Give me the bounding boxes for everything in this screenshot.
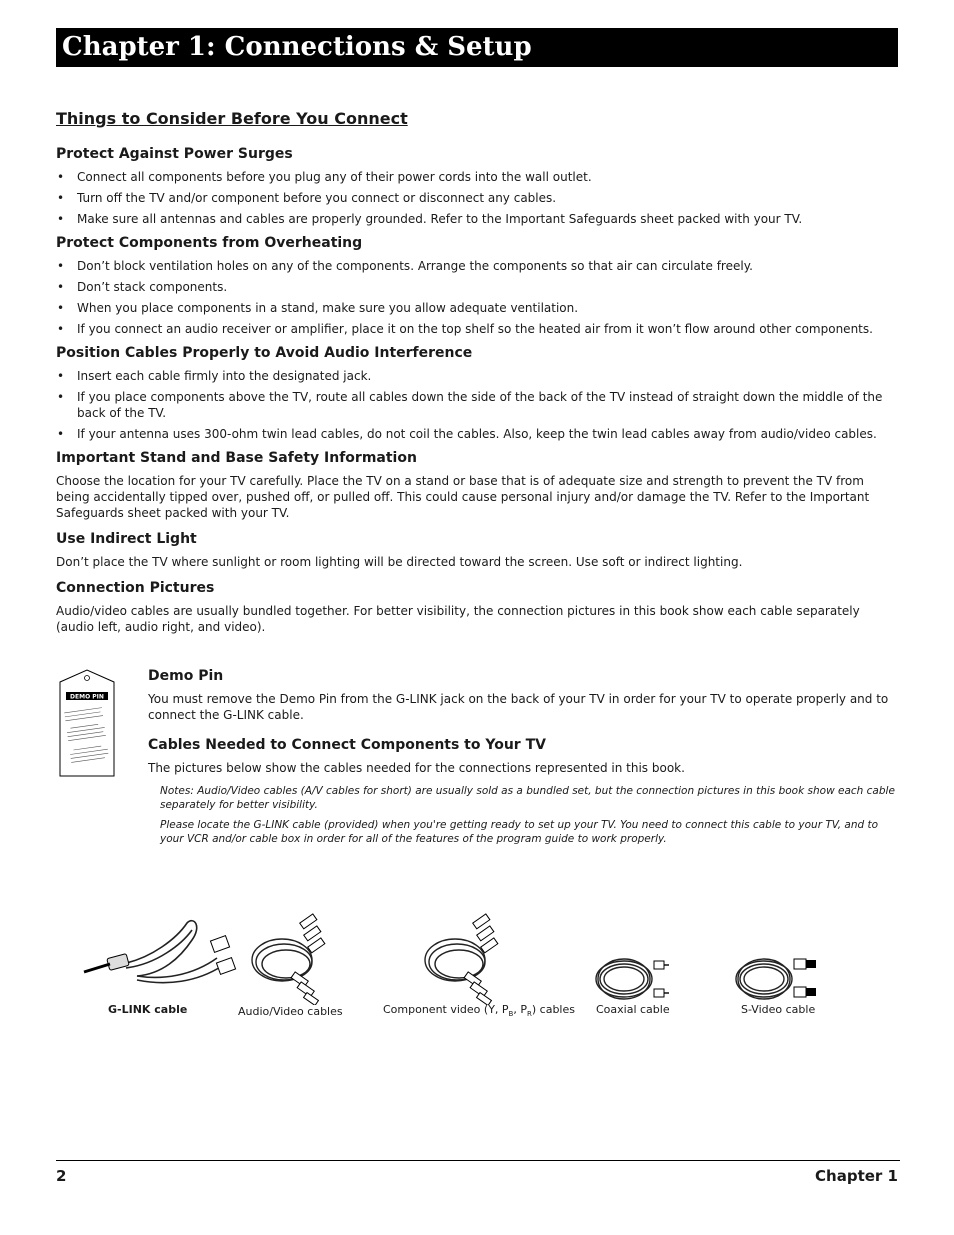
list-item: • Don’t block ventilation holes on any of the components. Arrange the components so that air can circulate freely. [56,258,898,274]
demo-pin-tag-label: DEMO PIN [70,693,104,701]
overheating-heading: Protect Components from Overheating [56,235,363,251]
list-item: • Turn off the TV and/or component before you connect or disconnect any cables. [56,190,898,206]
cables-needed-text: The pictures below show the cables needed for the connections represented in this book. [148,761,685,775]
coaxial-cable-label: Coaxial cable [596,1003,670,1016]
component-video-cables-illustration [423,910,503,1005]
cable-position-heading: Position Cables Properly to Avoid Audio Interference [56,345,473,361]
coaxial-cable-illustration [592,955,672,1003]
demo-pin-text: You must remove the Demo Pin from the G-LINK jack on the back of your TV in order for your TV to operate properly and to connect the G-LINK cable. [148,692,889,722]
notes [160,784,898,846]
component-label-suffix: ) cables [531,1003,575,1016]
component-label-sub-b: B [508,1010,514,1019]
list-item: • Make sure all antennas and cables are properly grounded. Refer to the Important Safeguards sheet packed with your TV. [56,211,898,227]
demo-pin-section [56,666,898,852]
list-item: • When you place components in a stand, make sure you allow adequate ventilation. [56,300,898,316]
stand-safety-heading: Important Stand and Base Safety Information [56,450,417,466]
glink-cable-label: G-LINK cable [108,1003,188,1016]
cable-illustrations [0,900,954,1030]
power-surges-list [56,169,898,227]
list-item: • If you place components above the TV, route all cables down the side of the back of the TV instead of straight down the middle of the back of the TV. [56,389,898,421]
overheating-list [56,258,898,337]
footer-chapter: Chapter 1 [815,1167,898,1185]
connection-pictures-heading: Connection Pictures [56,580,215,596]
page-number: 2 [56,1167,67,1185]
list-item: • If your antenna uses 300-ohm twin lead cables, do not coil the cables. Also, keep the twin lead cables away from audio/video cables. [56,426,898,442]
component-label-mid: , P [513,1003,527,1016]
component-video-cables-label [383,1003,575,1021]
component-label-prefix: Component video (Y, P [383,1003,509,1016]
power-surges-heading: Protect Against Power Surges [56,146,293,162]
list-item: • If you connect an audio receiver or amplifier, place it on the top shelf so the heated air from it won’t flow around other components. [56,321,898,337]
cables-needed-heading: Cables Needed to Connect Components to Your TV [148,737,546,753]
av-cables-illustration [250,910,330,1005]
cable-position-list [56,368,898,442]
list-item: • Connect all components before you plug any of their power cords into the wall outlet. [56,169,898,185]
overheating-block [56,233,898,337]
indirect-light-heading: Use Indirect Light [56,531,197,547]
footer-divider [56,1160,900,1161]
demo-pin-tag-illustration [56,668,118,778]
main-content [56,108,898,643]
indirect-light-block [56,529,898,570]
chapter-title-bar: Chapter 1: Connections & Setup [56,28,898,67]
component-label-sub-r: R [527,1010,532,1019]
note-av-cables: Notes: Audio/Video cables (A/V cables for short) are usually sold as a bundled set, but the connection pictures in this book show each cable separately for better visibility. [160,785,895,811]
connection-pictures-text: Audio/video cables are usually bundled together. For better visibility, the connection pictures in this book show each cable separately (audio left, audio right, and video). [56,604,860,634]
stand-safety-text: Choose the location for your TV carefully. Place the TV on a stand or base that is of adequate size and strength to prevent the TV from being accidentally tipped over, pushed off, or pulled off. This could cause personal injury and/or damage the TV. Refer to the Important Safeguards sheet packed with your TV. [56,474,870,520]
svideo-cable-illustration [732,955,822,1003]
glink-cable-illustration [82,918,242,998]
cable-position-block [56,343,898,442]
connection-pictures-block [56,578,898,635]
power-surges-block [56,144,898,227]
svideo-cable-label: S-Video cable [741,1003,816,1016]
demo-pin-text-area [148,666,898,846]
stand-safety-block [56,448,898,521]
note-glink-cable: Please locate the G-LINK cable (provided) when you're getting ready to set up your TV. You need to connect this cable to your TV, and to your VCR and/or cable box in order for all of the features of the program guide to work properly. [160,819,879,845]
av-cables-label: Audio/Video cables [238,1005,343,1018]
list-item: • Insert each cable firmly into the designated jack. [56,368,898,384]
demo-pin-heading: Demo Pin [148,668,224,684]
indirect-light-text: Don’t place the TV where sunlight or room lighting will be directed toward the screen. Use soft or indirect lighting. [56,555,743,569]
section-title: Things to Consider Before You Connect [56,109,408,128]
list-item: • Don’t stack components. [56,279,898,295]
